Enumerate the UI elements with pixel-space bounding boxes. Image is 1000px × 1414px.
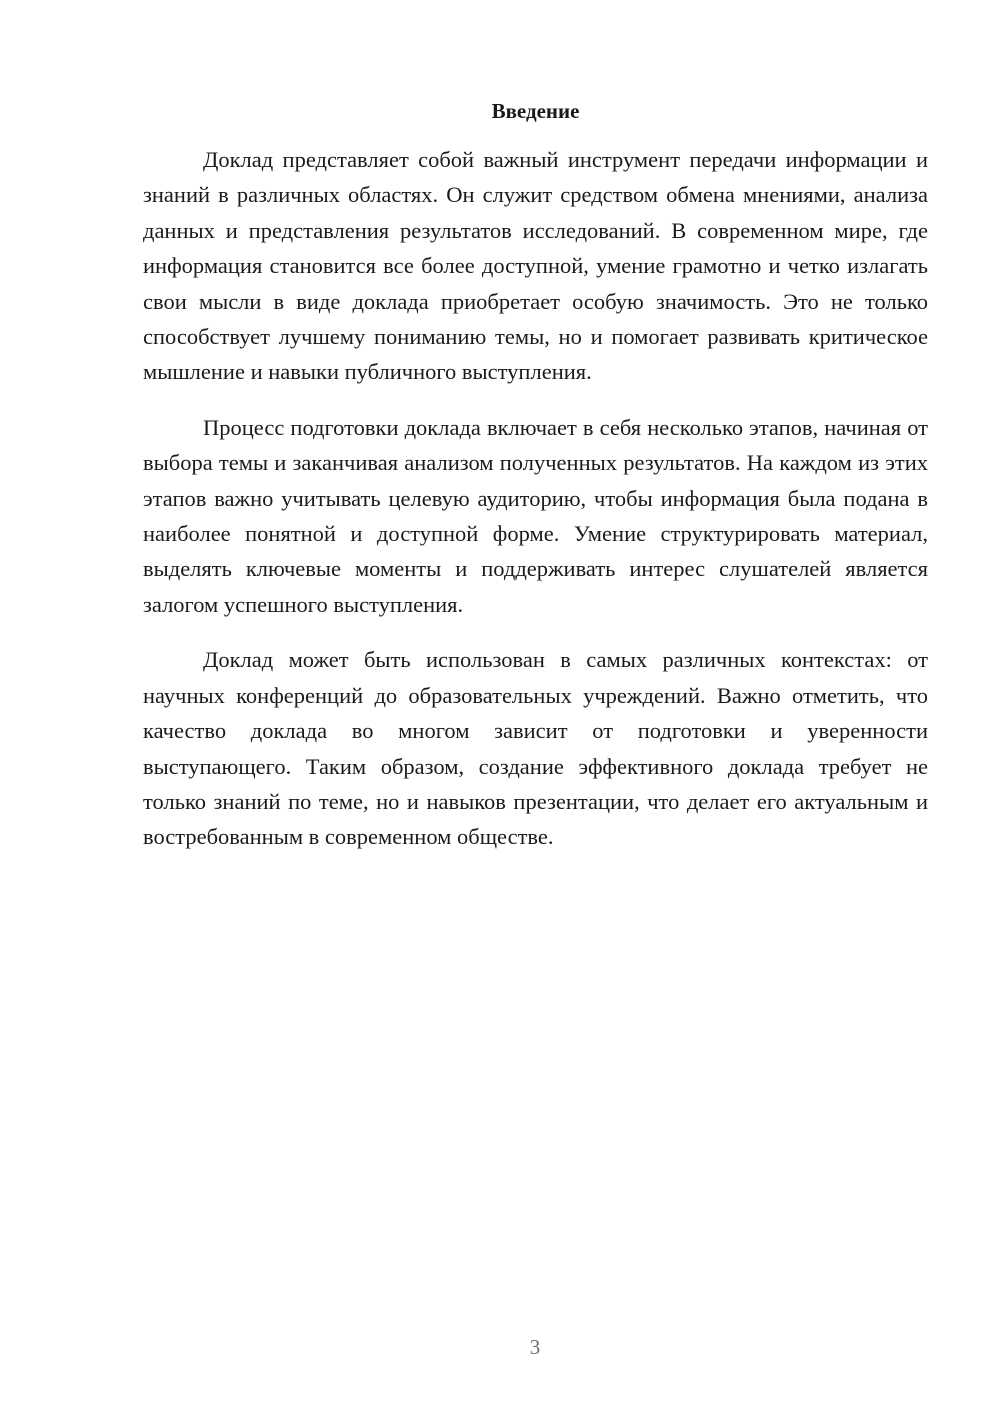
paragraph-2: Процесс подготовки доклада включает в себя несколько этапов, начиная от выбора темы и заканчивая анализом полученных результатов. На каждом из этих этапов важно учитывать целевую аудиторию, чтобы информация была подана в наиболее понятной и доступной форме. Умение структурировать материал, выделять ключевые моменты и поддерживать интерес слушателей является залогом успешного выступления. [143, 414, 928, 617]
section-heading: Введение [491, 99, 580, 123]
body-text [143, 142, 928, 875]
paragraph-1: Доклад представляет собой важный инструмент передачи информации и знаний в различных областях. Он служит средством обмена мнениями, анализа данных и представления результатов исследований. В современном мире, где информация становится все более доступной, умение грамотно и четко излагать свои мысли в виде доклада приобретает особую значимость. Это не только способствует лучшему пониманию темы, но и помогает развивать критическое мышление и навыки публичного выступления. [143, 147, 928, 385]
page-number: 3 [529, 1335, 541, 1359]
paragraph-3: Доклад может быть использован в самых различных контекстах: от научных конференций до образовательных учреждений. Важно отметить, что качество доклада во многом зависит от подготовки и уверенности выступающего. Таким образом, создание эффективного доклада требует не только знаний по теме, но и навыков презентации, что делает его актуальным и востребованным в современном обществе. [143, 647, 928, 850]
